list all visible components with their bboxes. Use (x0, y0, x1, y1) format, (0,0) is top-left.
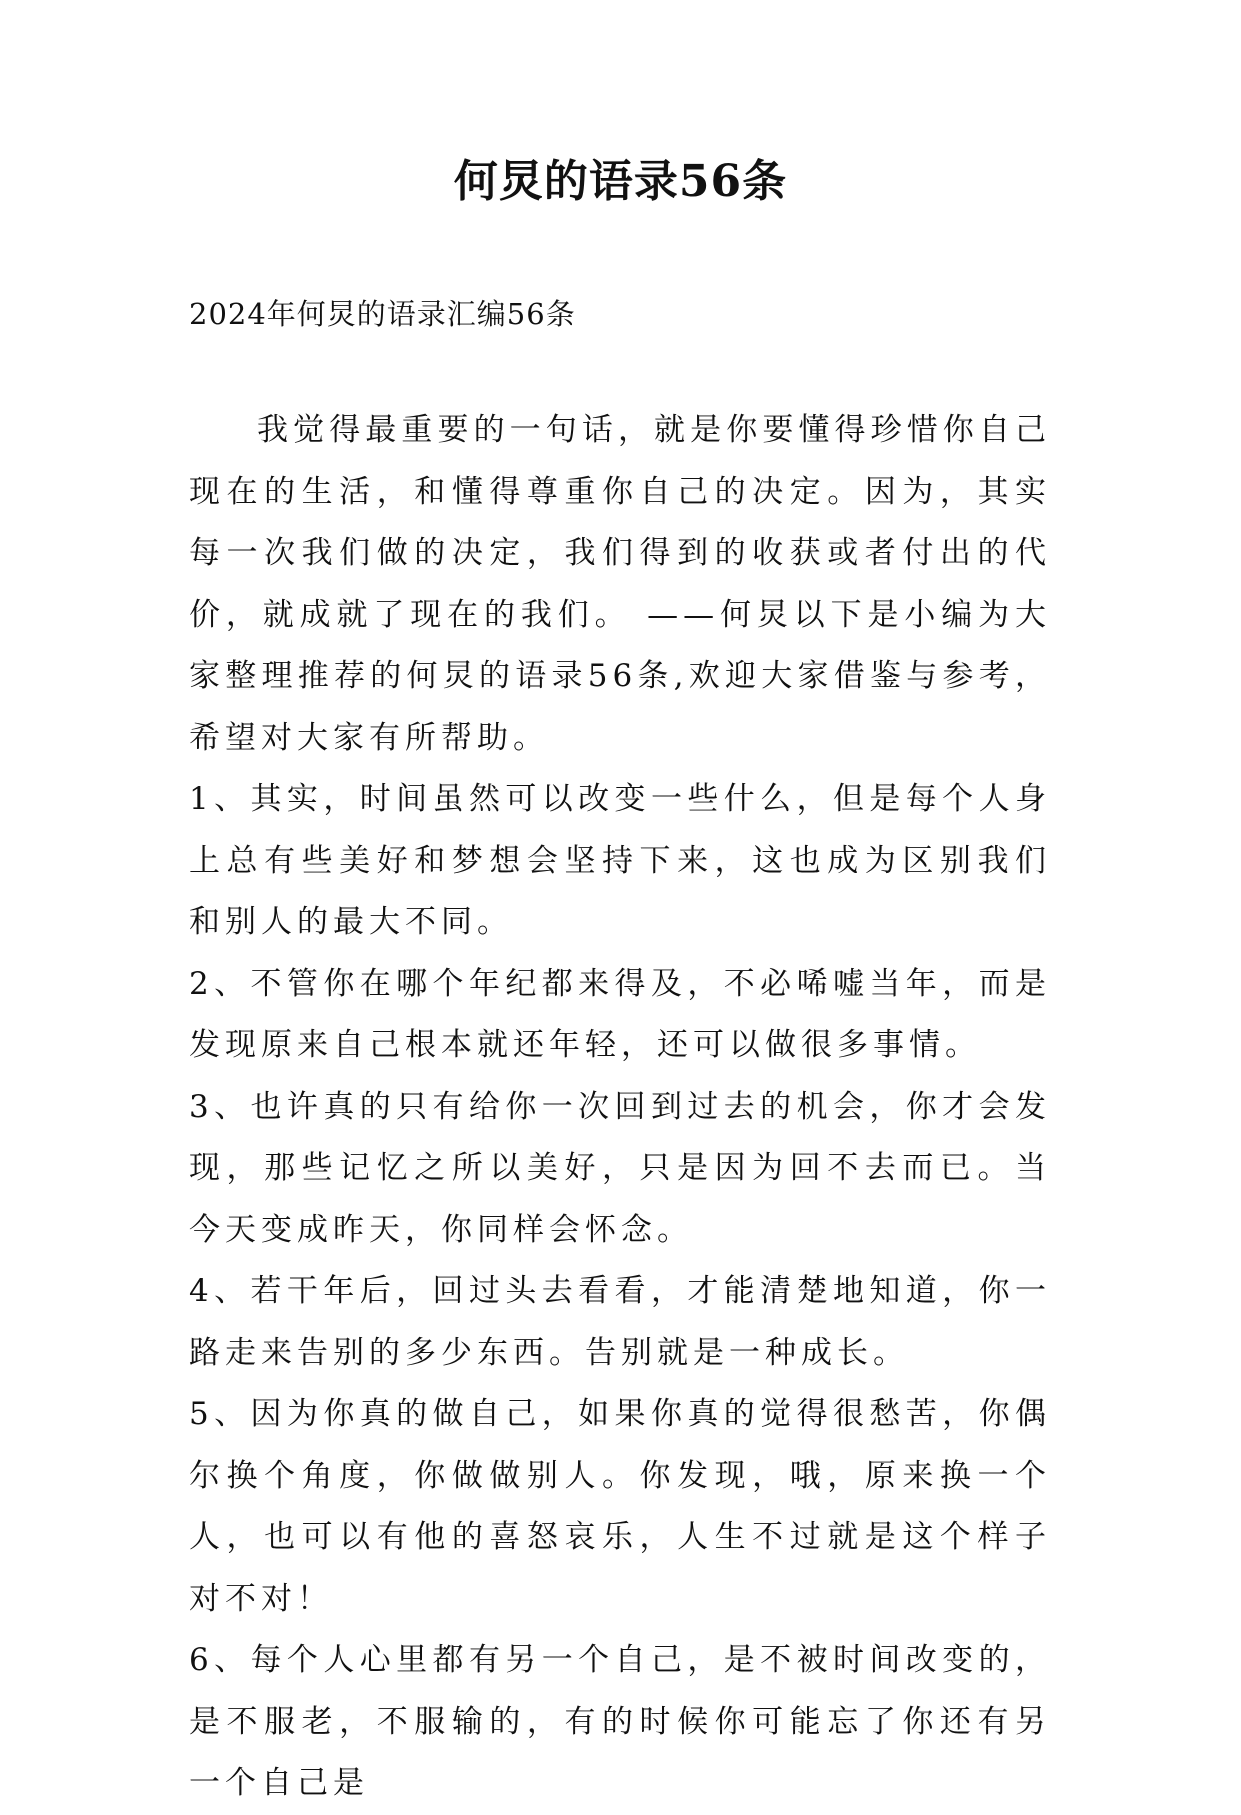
quote-paragraph: 2、不管你在哪个年纪都来得及，不必唏嘘当年，而是发现原来自己根本就还年轻，还可以做很多事情。 (189, 965, 1051, 1063)
intro-paragraph: 我觉得最重要的一句话，就是你要懂得珍惜你自己现在的生活，和懂得尊重你自己的决定。因为，其实每一次我们做的决定，我们得到的收获或者付出的代价，就成就了现在的我们。 ——何炅以下是小编为大家整理推荐的何炅的语录56条,欢迎大家借鉴与参考，希望对大家有所帮助。 (189, 412, 1051, 756)
quote-paragraph: 4、若干年后，回过头去看看，才能清楚地知道，你一路走来告别的多少东西。告别就是一种成长。 (189, 1273, 1051, 1371)
document-title: 何炅的语录56条 (453, 156, 788, 207)
quote-paragraph: 1、其实，时间虽然可以改变一些什么，但是每个人身上总有些美好和梦想会坚持下来，这也成为区别我们和别人的最大不同。 (189, 781, 1051, 940)
quote-paragraph: 3、也许真的只有给你一次回到过去的机会，你才会发现，那些记忆之所以美好，只是因为回不去而已。当今天变成昨天，你同样会怀念。 (189, 1088, 1051, 1248)
quote-paragraph: 6、每个人心里都有另一个自己，是不被时间改变的，是不服老，不服输的，有的时候你可能忘了你还有另一个自己是 (189, 1642, 1051, 1801)
document-body (189, 400, 1051, 1815)
document-subtitle: 2024年何炅的语录汇编56条 (189, 297, 576, 331)
quote-paragraph: 5、因为你真的做自己，如果你真的觉得很愁苦，你偶尔换个角度，你做做别人。你发现，哦，原来换一个人，也可以有他的喜怒哀乐，人生不过就是这个样子对不对！ (189, 1396, 1051, 1617)
